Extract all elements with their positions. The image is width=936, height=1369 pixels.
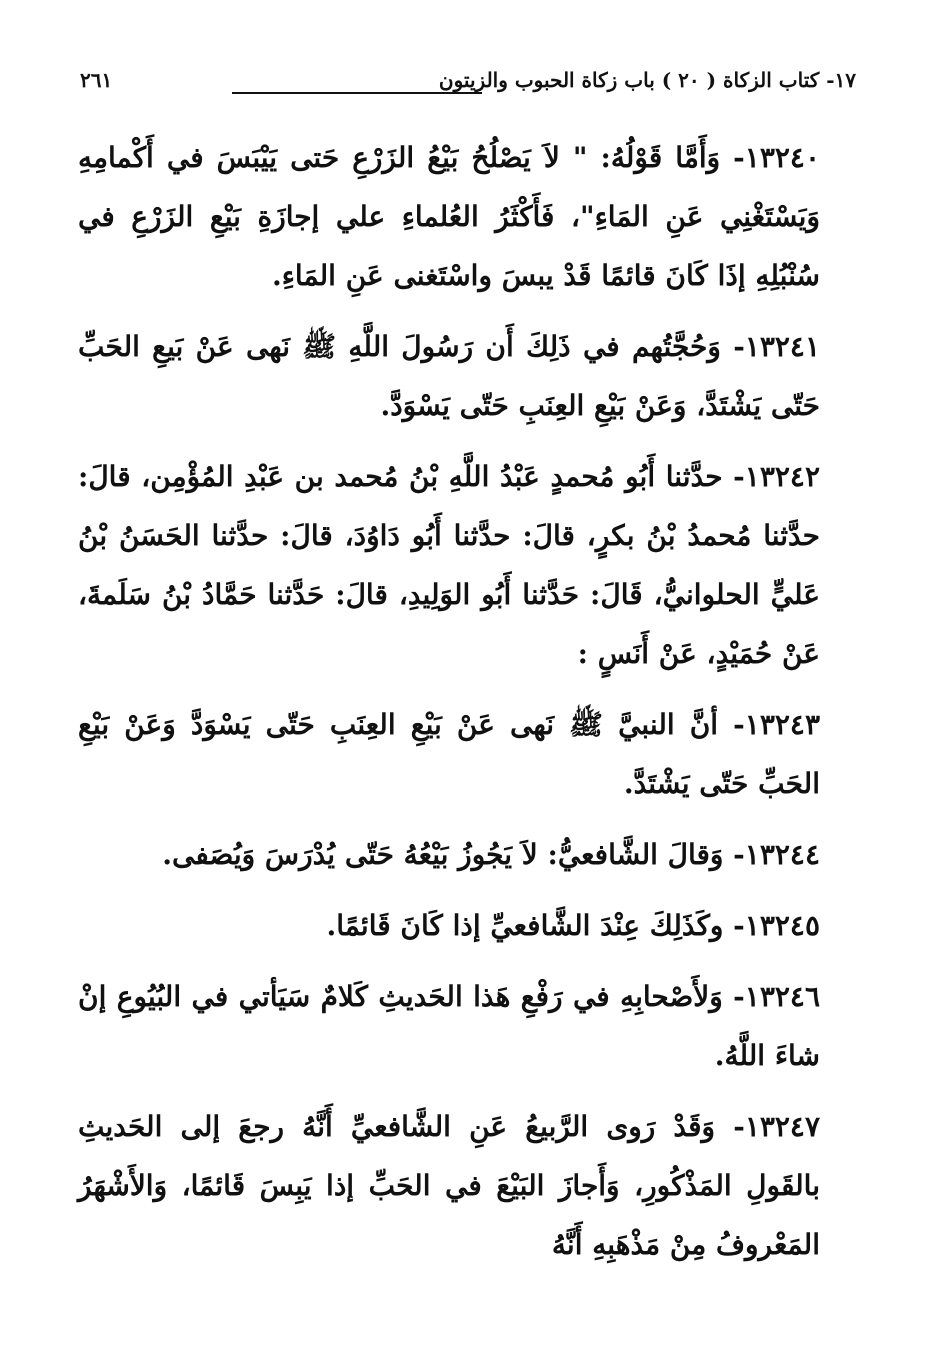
paragraph-text: وَقالَ الشَّافعيُّ: لاَ يَجُوزُ بَيْعُهُ حَتّى يُدْرَسَ وَيُصَفى. <box>162 838 724 871</box>
paragraph-number: ١٣٢٤٥- <box>733 909 820 942</box>
paragraph-13245 <box>78 896 860 955</box>
paragraph-13244 <box>78 825 860 884</box>
paragraph-13247 <box>78 1097 860 1274</box>
paragraph-13241 <box>78 317 860 435</box>
chapter-title: ١٧- كتاب الزكاة ( ٢٠ ) باب زكاة الحبوب والزيتون <box>438 68 856 92</box>
paragraph-number: ١٣٢٤٧- <box>733 1110 821 1143</box>
paragraph-text: وَقَدْ رَوى الرَّبيعُ عَنِ الشَّافعيِّ أَنَّهُ رجعَ إلى الحَديثِ بالقَولِ المَذْكُورِ، وَأَجازَ البَيْعَ في الحَبِّ إذا يَبِسَ قَائمًا، وَالأَشْهَرُ المَعْروفُ مِنْ مَذْهَبِهِ أَنَّهُ <box>78 1110 820 1261</box>
paragraph-number: ١٣٢٤٤- <box>733 838 820 871</box>
paragraph-text: وكَذَلِكَ عِنْدَ الشَّافعيِّ إذا كَانَ قَائمًا. <box>326 909 724 942</box>
header-rule <box>232 92 482 94</box>
paragraph-text: وَحُجَّتُهم في ذَلِكَ أَن رَسُولَ اللَّهِ ﷺ نَهى عَنْ بَيعِ الحَبِّ حَتّى يَشْتَدَّ، وَعَنْ بَيْعِ العِنَبِ حَتّى يَسْوَدَّ. <box>78 330 820 422</box>
paragraph-text: حدَّثنا أَبُو مُحمدٍ عَبْدُ اللَّهِ بْنُ مُحمد بن عَبْدِ المُؤْمِن، قالَ: حدَّثنا مُحمدُ بْنُ بكرٍ، قالَ: حدَّثنا أَبُو دَاوُدَ، قالَ: حدَّثنا الحَسَنُ بْنُ عَليٍّ الحلوانيُّ، قَالَ: حَدَّثنا أَبُو الوَلِيدِ، قالَ: حَدَّثنا حَمَّادُ بْنُ سَلَمةَ، عَنْ حُمَيْدٍ، عَنْ أَنَسٍ : <box>78 460 820 670</box>
paragraph-text: وَأَمَّا قَوْلُهُ: " لاَ يَصْلُحُ بَيْعُ الزَرْعِ حَتى يَيْبَسَ في أَكْمامِهِ وَيَسْتَغْنِي عَنِ المَاءِ"، فَأَكْثَرُ العُلماءِ علي إجازَةِ بَيْعِ الزَرْعِ في سُنْبُلِهِ إذَا كَانَ قائمًا قَدْ يبسَ واسْتَغنى عَنِ المَاءِ. <box>78 141 820 292</box>
paragraph-number: ١٣٢٤٣- <box>733 708 820 741</box>
paragraph-text: أنَّ النبيَّ ﷺ نَهى عَنْ بَيْعِ العِنَبِ حَتّى يَسْوَدَّ وَعَنْ بَيْعِ الحَبِّ حَتّى يَشْتَدَّ. <box>78 708 820 800</box>
paragraph-13240 <box>78 128 860 305</box>
page-header <box>80 68 856 108</box>
page-number: ٢٦١ <box>80 68 113 92</box>
paragraph-number: ١٣٢٤٢- <box>733 460 820 493</box>
paragraph-13243 <box>78 695 860 813</box>
paragraph-number: ١٣٢٤٠- <box>733 141 820 174</box>
paragraph-13246 <box>78 967 860 1085</box>
paragraph-number: ١٣٢٤٦- <box>733 980 820 1013</box>
paragraph-text: وَلأَصْحابِهِ في رَفْعِ هَذا الحَديثِ كَلامٌ سَيَأتي في البُيُوعِ إنْ شاءَ اللَّهُ. <box>78 980 820 1072</box>
paragraph-number: ١٣٢٤١- <box>733 330 821 363</box>
paragraph-13242 <box>78 447 860 683</box>
page-body <box>78 128 860 1286</box>
